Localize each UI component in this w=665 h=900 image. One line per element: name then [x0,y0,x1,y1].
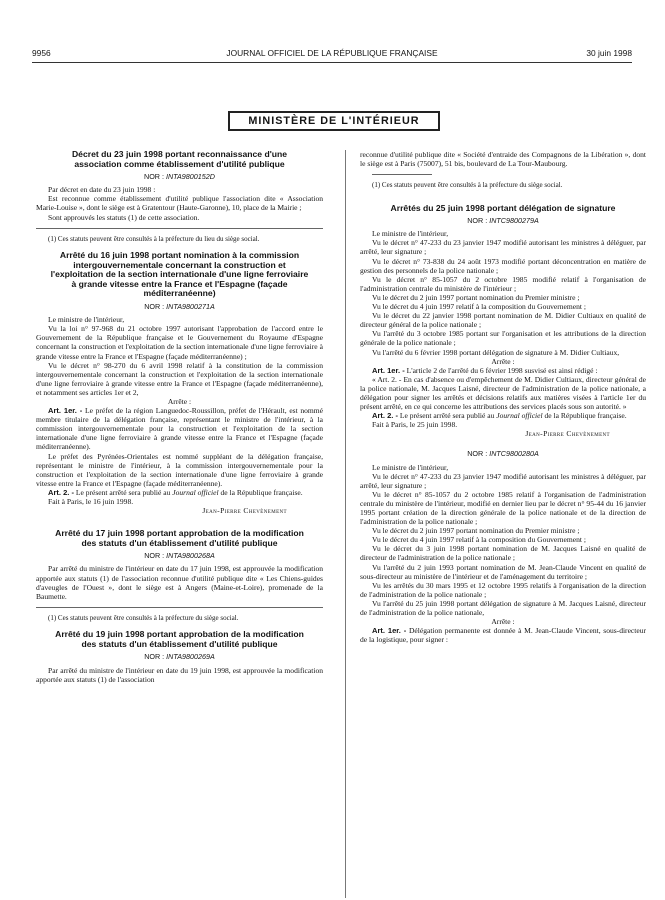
paragraph: Par arrêté du ministre de l'intérieur en date du 17 juin 1998, est approuvée la modification apportée aux statuts (1) de l'association reconnue d'utilité publique dite « Les Chiens-guides d'aveugles de l'Ouest », dont le siège est à Angers (Maine-et-Loire), promenade de la Baumette. [36,564,323,601]
signature: Jean-Pierre Chevènement [525,429,610,439]
paragraph: Vu le décret n° 47-233 du 23 janvier 1947 modifié autorisant les ministres à déléguer, par arrêté, leur signature ; [360,238,646,257]
footnote-rule [36,607,323,608]
paragraph: Est reconnue comme établissement d'utilité publique l'association dite « Association Marie-Louise », dont le siège est à Gratentour (Haute-Garonne), 10, place de la Mairie ; [36,194,323,213]
article: Art. 2. - Le présent arrêté sera publié au Journal officiel de la République française. [372,411,627,421]
paragraph: Vu le décret n° 47-233 du 23 janvier 1947 modifié autorisant les ministres à déléguer, par arrêté, leur signature ; [360,471,646,490]
paragraph: Le ministre de l'intérieur, [48,315,125,325]
paragraph: Par arrêté du ministre de l'intérieur en date du 19 juin 1998, est approuvée la modification apportée aux statuts (1) de l'association [36,665,323,684]
article: Art. 1er. - Le préfet de la région Languedoc-Roussillon, préfet de l'Hérault, est nommé membre titulaire de la délégation française, représentant le ministre de l'intérieur, à la commission intergouvernementale pour la construction et l'exploitation de la section internationale d'une ligne ferroviaire à grande vitesse entre la France et l'Espagne (façade méditerranéenne). [36,406,324,452]
arrete-label: Arrête : [167,396,192,406]
paragraph: Le ministre de l'intérieur, [372,462,449,472]
nor-reference: NOR : INTC9800280A [467,449,539,459]
paragraph: Vu l'arrêté du 3 octobre 1985 portant sur l'organisation et les attributions de la direction générale de la police nationale ; [360,329,646,348]
paragraph: Vu les arrêtés du 30 mars 1995 et 12 octobre 1995 relatifs à l'organisation de la direction de l'administration de la police nationale ; [360,580,646,599]
paragraph: Par décret en date du 23 juin 1998 : [48,185,156,195]
quoted-article: « Art. 2. - En cas d'absence ou d'empêchement de M. Didier Cultiaux, directeur général de la police nationale, M. Jacques Laisné, directeur de l'administration de la police nationale, a délégation pour signer les arrêtés et décisions relatifs aux matières visées à l'article 1er du présent arrêté, en ce qui concerne les attributions des services placés sous son autorité. » [360,374,646,412]
paragraph: Vu le décret du 2 juin 1997 portant nomination du Premier ministre ; [372,292,580,302]
paragraph: Vu le décret n° 85-1057 du 2 octobre 1985 modifié relatif à l'organisation de l'administration centrale du ministère de l'intérieur ; [360,274,646,293]
paragraph: Sont approuvés les statuts (1) de cette association. [48,212,200,222]
header-rule [32,62,632,63]
article: Art. 2. - Le présent arrêté sera publié au Journal officiel de la République française. [48,487,303,497]
paragraph: Vu le décret du 4 juin 1997 relatif à la composition du Gouvernement ; [372,535,586,545]
paragraph: Le ministre de l'intérieur, [372,229,449,239]
right-column [360,150,646,644]
paragraph: Vu l'arrêté du 25 juin 1998 portant délégation de signature à M. Jacques Laisné, directeur de l'administration de la police nationale, [360,598,646,618]
paragraph: Vu l'arrêté du 6 février 1998 portant délégation de signature à M. Didier Cultiaux, [372,347,620,357]
ministry-heading: MINISTÈRE DE L'INTÉRIEUR [228,111,440,131]
paragraph: Vu le décret n° 85-1057 du 2 octobre 1985 relatif à l'organisation de l'administration centrale du ministère de l'intérieur, modifié en dernier lieu par le décret n° 95-44 du 16 janvier 1995 portant création de la direction générale de la police nationale et de la direction de l'administration de la police nationale ; [360,489,646,527]
paragraph: Vu le décret du 22 janvier 1998 portant nomination de M. Didier Cultiaux en qualité de directeur général de la police nationale ; [360,311,646,330]
arretes-title: Arrêtés du 25 juin 1998 portant délégation de signature [390,202,616,213]
paragraph: Vu le décret du 2 juin 1997 portant nomination du Premier ministre ; [372,526,580,536]
journal-title: JOURNAL OFFICIEL DE LA RÉPUBLIQUE FRANÇAISE [226,48,438,58]
footnote: (1) Ces statuts peuvent être consultés à la préfecture du siège social. [48,613,239,622]
footnote-rule [372,174,432,175]
article: Art. 1er. - L'article 2 de l'arrêté du 6 février 1998 susvisé est ainsi rédigé : [372,365,598,375]
nor-reference: NOR : INTA9800152D [144,172,215,182]
paragraph: Vu l'arrêté du 2 juin 1993 portant nomination de M. Jean-Claude Vincent en qualité de sous-directeur au ministère de l'intérieur et de l'aménagement du territoire ; [360,562,646,581]
footnote-rule [36,228,323,229]
paragraph: Vu le décret du 3 juin 1998 portant nomination de M. Jacques Laisné en qualité de directeur de l'administration de la police nationale ; [360,544,646,563]
left-column [36,150,323,684]
page-header [32,48,632,62]
paragraph: Vu le décret du 4 juin 1997 relatif à la composition du Gouvernement ; [372,302,586,312]
signature: Jean-Pierre Chevènement [202,506,287,516]
nor-reference: NOR : INTA9800268A [144,551,215,561]
arrete-title: Arrêté du 19 juin 1998 portant approbation de la modification des statuts d'un établissement d'utilité publique [55,629,304,649]
arrete-label: Arrête : [491,617,515,627]
paragraph: Le préfet des Pyrénées-Orientales est nommé suppléant de la délégation française, représentant le ministre de l'intérieur, à la commission intergouvernementale pour la construction et l'exploitation de la section internationale d'une ligne ferroviaire à grande vitesse entre la France et l'Espagne (façade méditerranéenne). [36,451,323,488]
arrete-label: Arrête : [491,356,515,366]
page-number: 9956 [32,48,51,58]
place-date: Fait à Paris, le 25 juin 1998. [372,420,458,430]
article: Art. 1er. - Délégation permanente est donnée à M. Jean-Claude Vincent, sous-directeur de la logistique, pour signer : [360,626,647,645]
arrete-title: Arrêté du 16 juin 1998 portant nomination à la commission intergouvernementale concernant la construction et l'exploitation de la section internationale d'une ligne ferroviaire à grande vitesse entre la France et l'Espagne (façade méditerranéenne) [50,250,309,299]
nor-reference: NOR : INTA9800269A [144,652,215,662]
decree-title: Décret du 23 juin 1998 portant reconnaissance d'une association comme établissement d'utilité publique [71,149,288,169]
place-date: Fait à Paris, le 16 juin 1998. [48,497,134,506]
issue-date: 30 juin 1998 [586,48,632,58]
paragraph: Vu le décret n° 73-838 du 24 août 1973 modifié portant déconcentration en matière de gestion des personnels de la police nationale ; [360,256,646,275]
paragraph: Vu le décret n° 98-270 du 6 avril 1998 relatif à la constitution de la commission intergouvernementale concernant la construction et l'exploitation de la section internationale d'une ligne ferroviaire à grande vitesse entre la France et l'Espagne (façade méditerranéenne), et notamment ses articles 1er et 2, [36,360,323,397]
paragraph: Vu la loi n° 97-968 du 21 octobre 1997 autorisant l'approbation de l'accord entre le Gouvernement de la République française et le Gouvernement du Royaume d'Espagne concernant la construction et l'exploitation de la section internationale d'une ligne ferroviaire à grande vitesse entre la France et l'Espagne (façade méditerranéenne) ; [36,324,323,361]
nor-reference: NOR : INTC9800279A [467,216,539,226]
column-separator [345,150,346,898]
footnote: (1) Ces statuts peuvent être consultés à la préfecture du lieu du siège social. [48,234,260,243]
arrete-title: Arrêté du 17 juin 1998 portant approbation de la modification des statuts d'un établissement d'utilité publique [55,528,304,548]
paragraph: reconnue d'utilité publique dite « Société d'entraide des Compagnons de la Libération », dont le siège est à Paris (75007), 51 bis, boulevard de La Tour-Maubourg. [360,150,646,169]
nor-reference: NOR : INTA9800271A [144,302,215,312]
footnote: (1) Ces statuts peuvent être consultés à la préfecture du siège social. [372,181,563,190]
